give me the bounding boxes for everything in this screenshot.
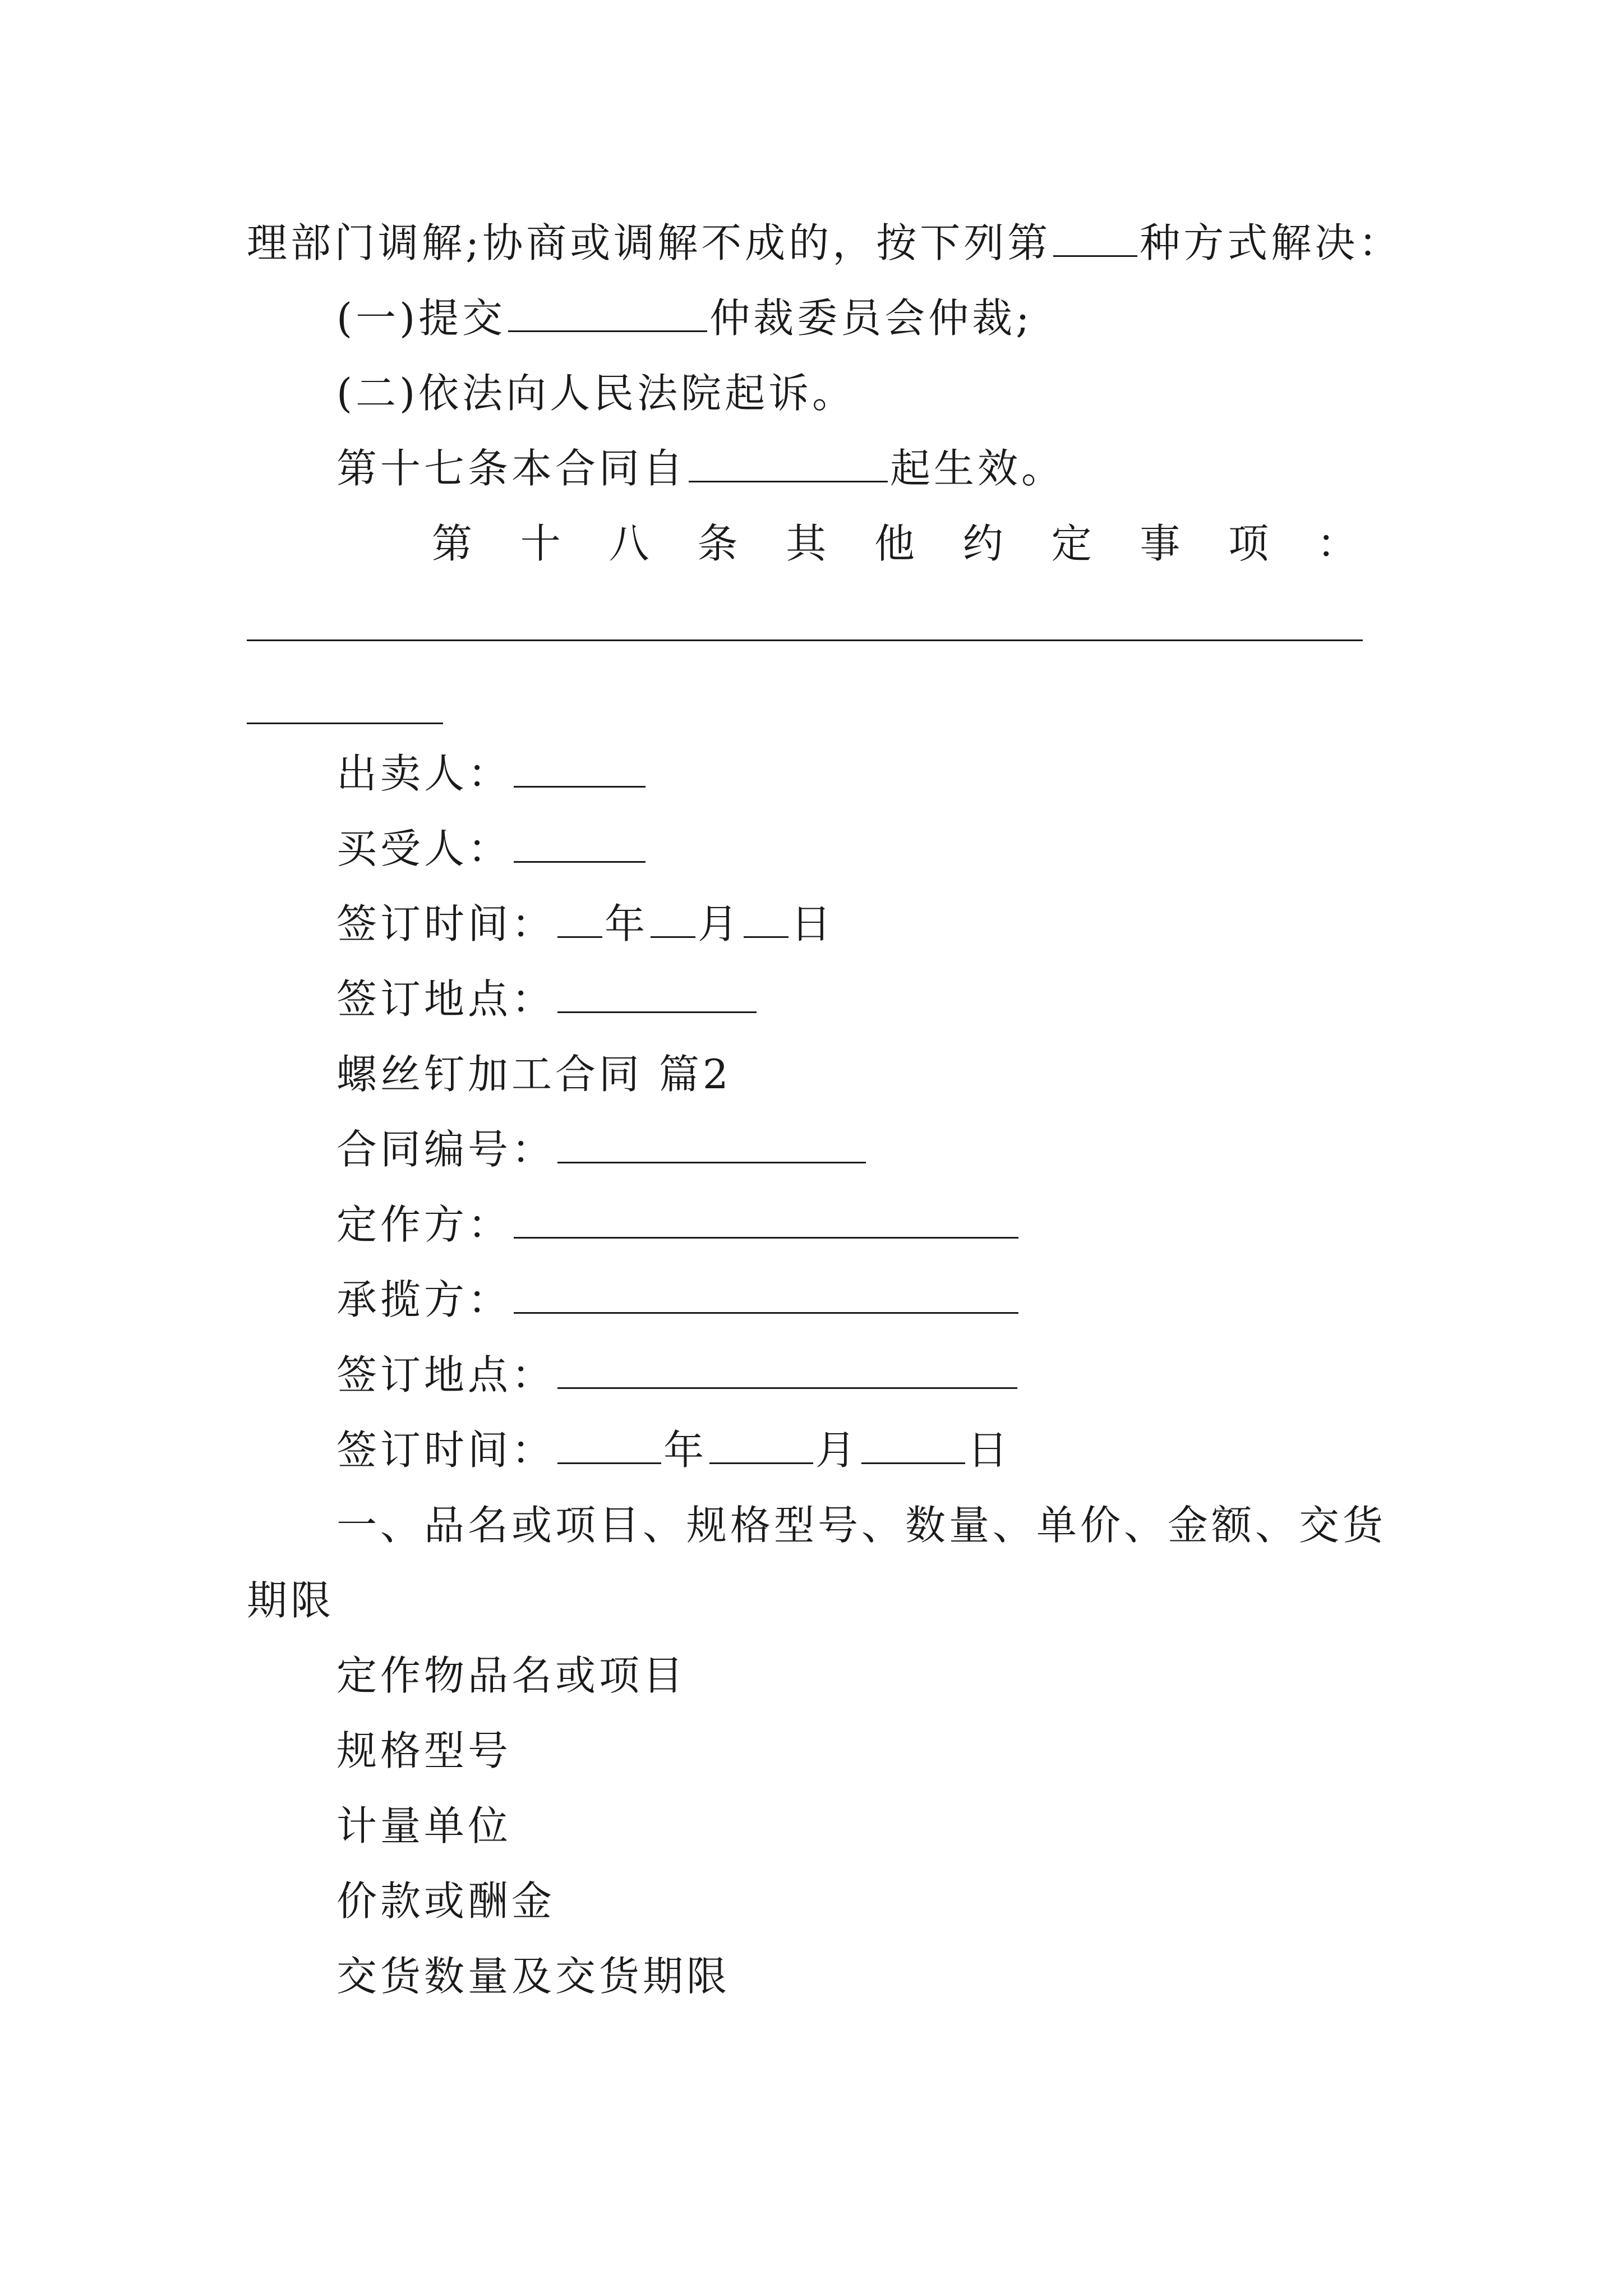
text: 仲裁委员会仲裁;	[709, 295, 1033, 342]
contractor-label: 承揽方：	[336, 1276, 512, 1323]
sign-place2-line	[336, 1350, 1020, 1400]
char: ：	[1316, 520, 1357, 567]
char: 定	[1051, 520, 1092, 567]
contract-no-field[interactable]	[557, 1127, 866, 1163]
seller-line	[336, 748, 648, 799]
sign-time2-label: 签订时间：	[336, 1427, 556, 1474]
year2-field[interactable]	[557, 1428, 661, 1464]
month2-field[interactable]	[709, 1428, 813, 1464]
blank-field[interactable]	[689, 446, 888, 482]
year-label: 年	[605, 900, 649, 947]
text: 理部门调解;协商或调解不成的，按下列第	[247, 219, 1052, 266]
year-field[interactable]	[557, 901, 602, 938]
month-label: 月	[698, 900, 742, 947]
orderer-label: 定作方：	[336, 1201, 512, 1248]
day2-label: 日	[967, 1427, 1012, 1474]
buyer-line	[336, 823, 648, 874]
sign-place-field[interactable]	[557, 977, 757, 1013]
char: 事	[1140, 520, 1181, 567]
contractor-line	[336, 1274, 1021, 1325]
month-field[interactable]	[651, 901, 695, 938]
price: 价款或酬金	[336, 1878, 556, 1925]
char: 十	[520, 520, 561, 567]
paragraph-arbitration	[336, 293, 1032, 343]
buyer-field[interactable]	[514, 826, 645, 863]
blank-line-short[interactable]	[247, 723, 443, 724]
unit: 计量单位	[336, 1802, 512, 1849]
article-18-heading	[432, 518, 1357, 569]
text: (一)提交	[336, 295, 506, 342]
seller-field[interactable]	[514, 751, 645, 788]
blank-field[interactable]	[508, 296, 707, 332]
day2-field[interactable]	[861, 1428, 965, 1464]
char: 条	[697, 520, 738, 567]
text: 起生效。	[890, 445, 1066, 492]
char: 第	[432, 520, 473, 567]
month2-label: 月	[815, 1427, 860, 1474]
item1-continuation: 期限	[247, 1577, 335, 1624]
spec: 规格型号	[336, 1727, 512, 1774]
paragraph-lawsuit: (二)依法向人民法院起诉。	[336, 370, 856, 417]
buyer-label: 买受人：	[336, 825, 512, 872]
sign-time2-line	[336, 1425, 1011, 1475]
orderer-line	[336, 1199, 1021, 1250]
sign-time-line	[336, 899, 834, 949]
sign-place2-field[interactable]	[557, 1352, 1017, 1389]
char: 八	[608, 520, 649, 567]
text: 第十七条本合同自	[336, 445, 687, 492]
day-field[interactable]	[744, 901, 789, 938]
sign-time-label: 签订时间：	[336, 900, 556, 947]
blank-field[interactable]	[1053, 220, 1137, 257]
char: 约	[962, 520, 1003, 567]
contract-no-line	[336, 1124, 868, 1175]
char: 项	[1228, 520, 1269, 567]
sign-place-label: 签订地点：	[336, 976, 556, 1023]
char: 其	[786, 520, 827, 567]
sign-place2-label: 签订地点：	[336, 1351, 556, 1398]
orderer-field[interactable]	[514, 1202, 1018, 1239]
contractor-field[interactable]	[514, 1277, 1018, 1314]
year2-label: 年	[663, 1427, 708, 1474]
blank-line-long[interactable]	[247, 639, 1363, 641]
article-17	[336, 443, 1065, 494]
seller-label: 出卖人：	[336, 750, 512, 797]
section-title: 螺丝钉加工合同 篇2	[336, 1051, 732, 1098]
day-label: 日	[791, 900, 835, 947]
char: 他	[874, 520, 915, 567]
item-name: 定作物品名或项目	[336, 1652, 687, 1699]
delivery: 交货数量及交货期限	[336, 1953, 731, 2000]
sign-place-line	[336, 974, 759, 1024]
paragraph-dispute-resolution	[247, 218, 1402, 268]
item1-line: 一、品名或项目、规格型号、数量、单价、金额、交货	[336, 1502, 1387, 1549]
contract-no-label: 合同编号：	[336, 1126, 556, 1173]
text: 种方式解决：	[1140, 219, 1403, 266]
